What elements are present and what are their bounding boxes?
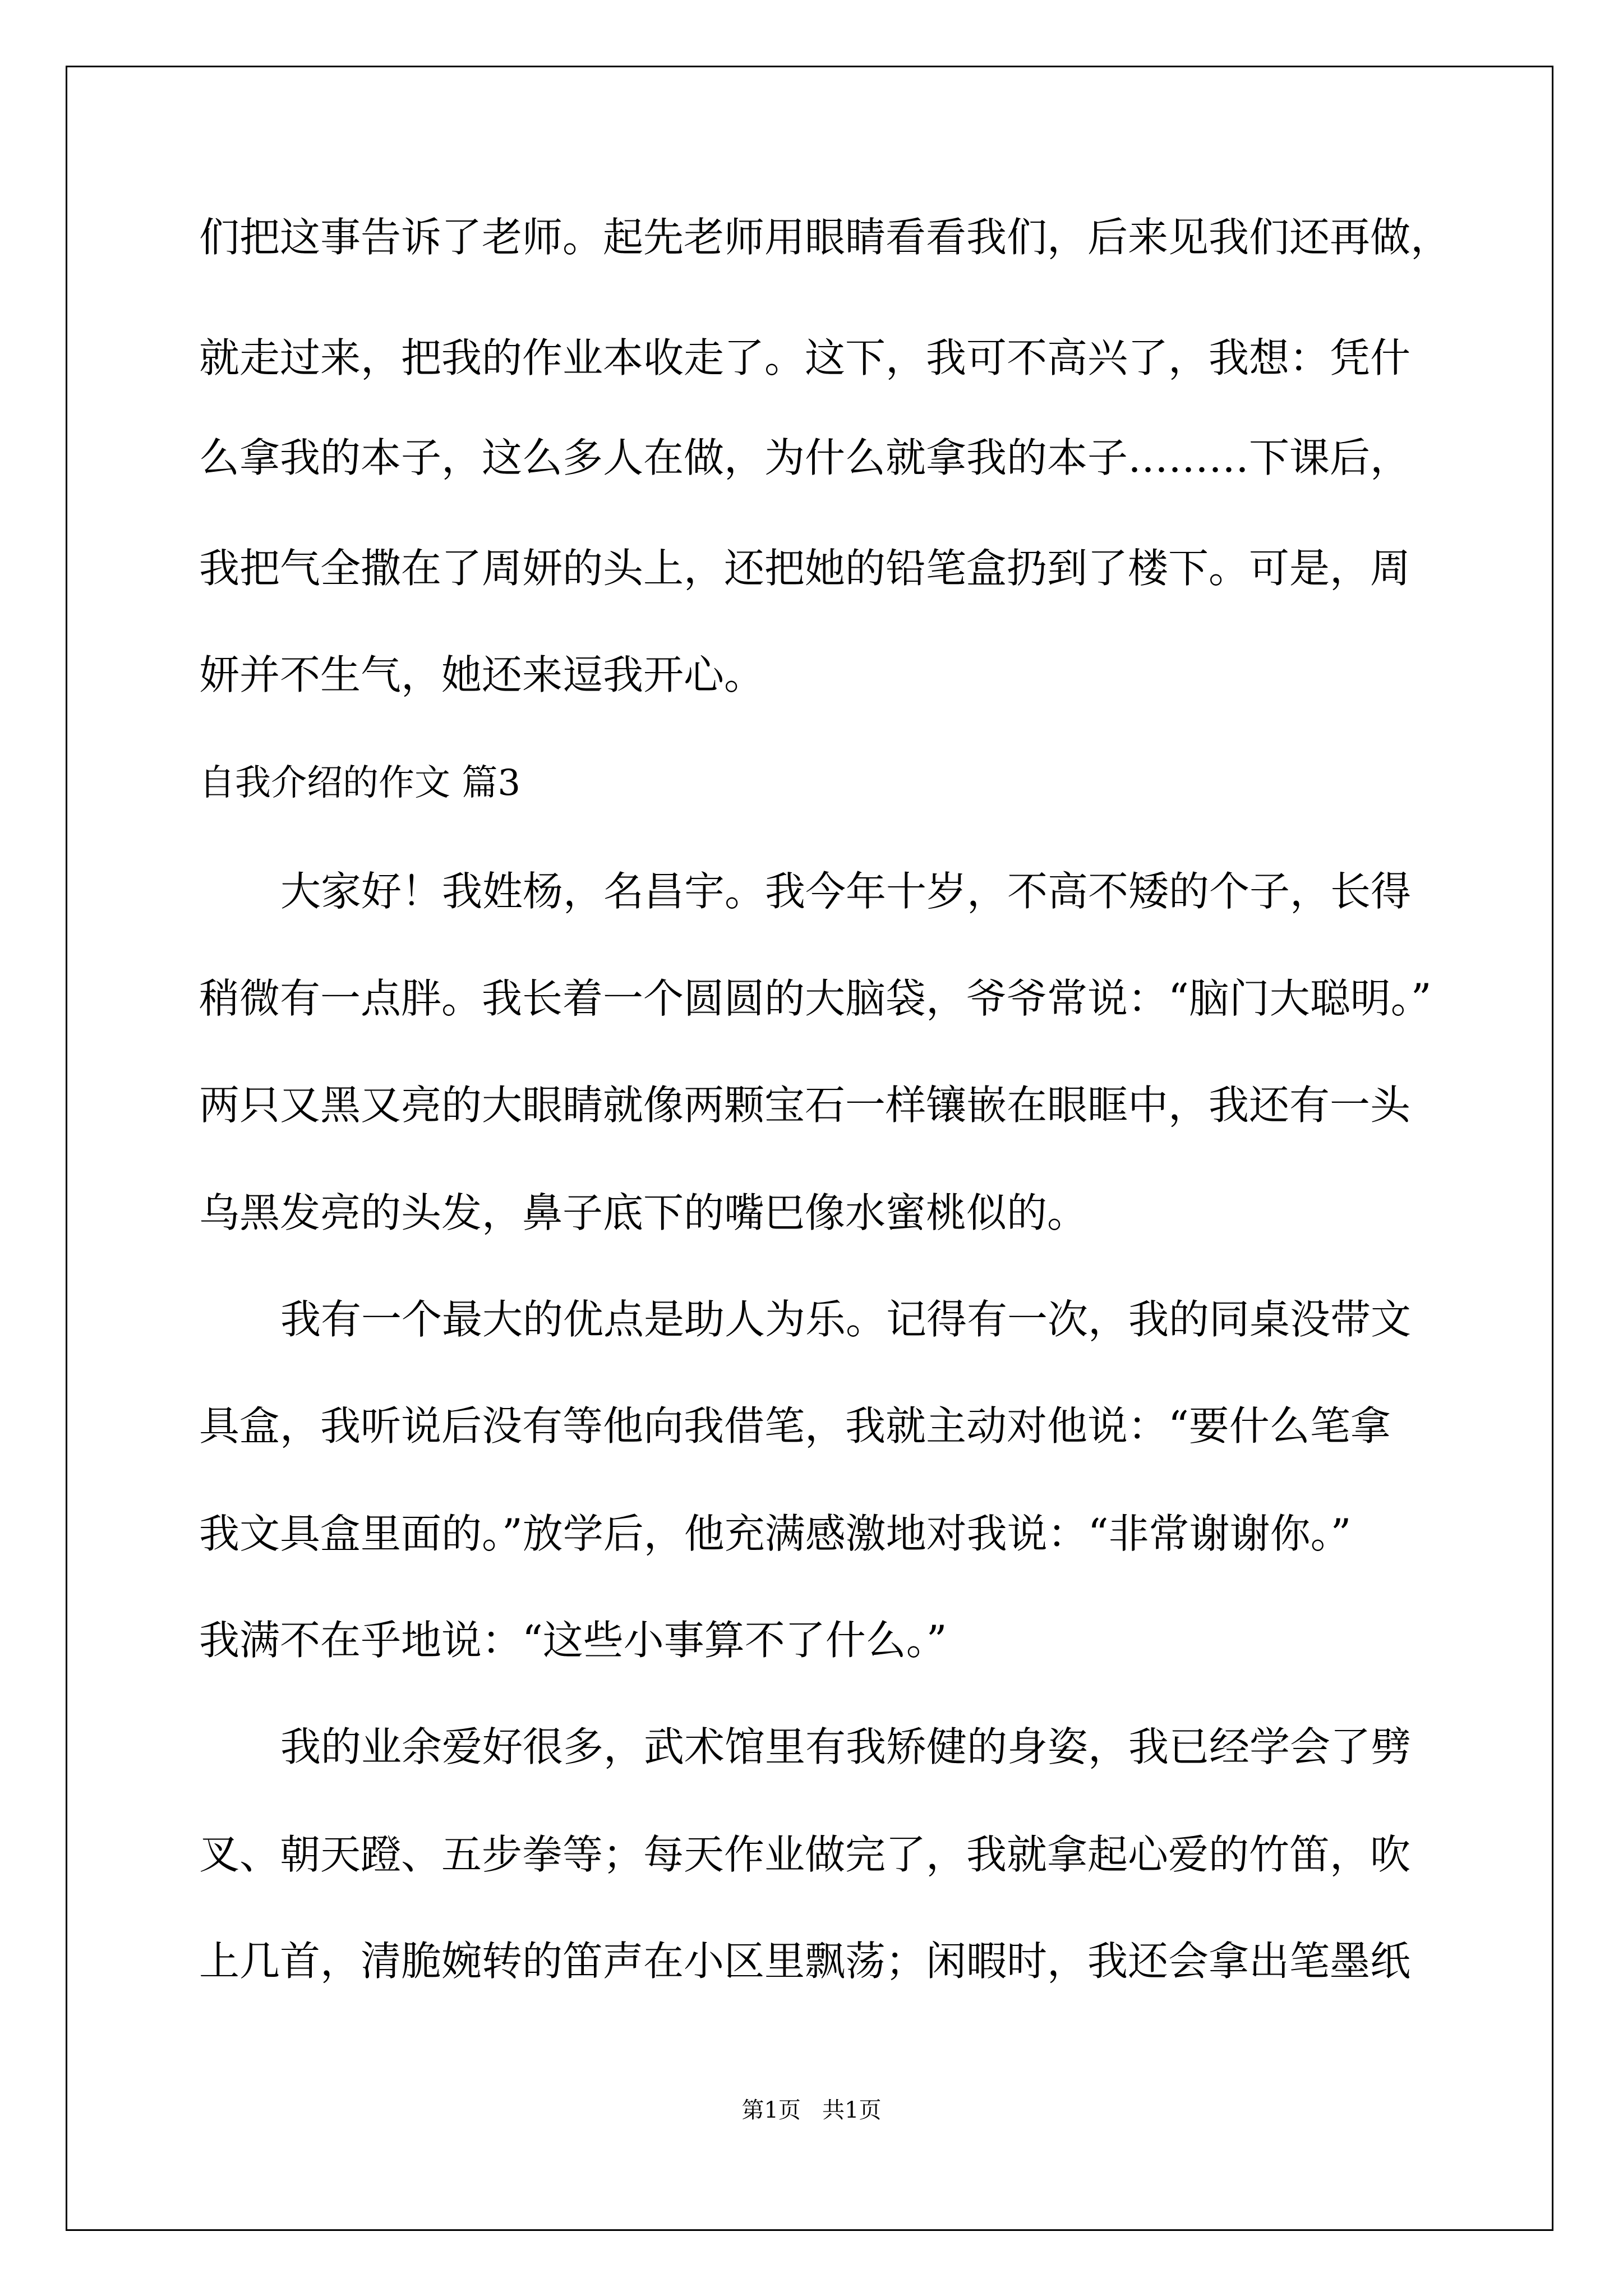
text-line: 我的业余爱好很多，武术馆里有我矫健的身姿，我已经学会了劈 [280,1723,1412,1770]
text-line: 上几首，清脆婉转的笛声在小区里飘荡；闲暇时，我还会拿出笔墨纸 [199,1938,1411,1985]
text-line: 么拿我的本子，这么多人在做，为什么就拿我的本子………下课后， [199,434,1411,481]
text-line: 妍并不生气，她还来逗我开心。 [199,651,765,698]
text-line: 乌黑发亮的头发，鼻子底下的嘴巴像水蜜桃似的。 [199,1189,1088,1236]
text-line: 叉、朝天蹬、五步拳等；每天作业做完了，我就拿起心爱的竹笛，吹 [199,1831,1411,1878]
text-line: 就走过来，把我的作业本收走了。这下，我可不高兴了，我想：凭什 [199,334,1411,381]
page-border [66,66,1553,2231]
text-line: 们把这事告诉了老师。起先老师用眼睛看看我们，后来见我们还再做， [199,214,1451,261]
text-line: 我有一个最大的优点是助人为乐。记得有一次，我的同桌没带文 [280,1296,1412,1343]
text-line: 具盒，我听说后没有等他向我借笔，我就主动对他说：“要什么笔拿 [199,1402,1391,1450]
text-line: 我满不在乎地说：“这些小事算不了什么。” [199,1617,947,1664]
text-line: 稍微有一点胖。我长着一个圆圆的大脑袋，爷爷常说：“脑门大聪明。” [199,975,1432,1022]
section-heading: 自我介绍的作文 篇3 [199,762,521,804]
text-line: 两只又黑又亮的大眼睛就像两颗宝石一样镶嵌在眼眶中，我还有一头 [199,1082,1411,1129]
text-line: 大家好！我姓杨，名昌宇。我今年十岁，不高不矮的个子，长得 [280,868,1412,915]
text-line: 我文具盒里面的。”放学后，他充满感激地对我说：“非常谢谢你。” [199,1510,1352,1557]
page-footer: 第1页 共1页 [741,2097,882,2123]
text-line: 我把气全撒在了周妍的头上，还把她的铅笔盒扔到了楼下。可是，周 [199,545,1411,592]
